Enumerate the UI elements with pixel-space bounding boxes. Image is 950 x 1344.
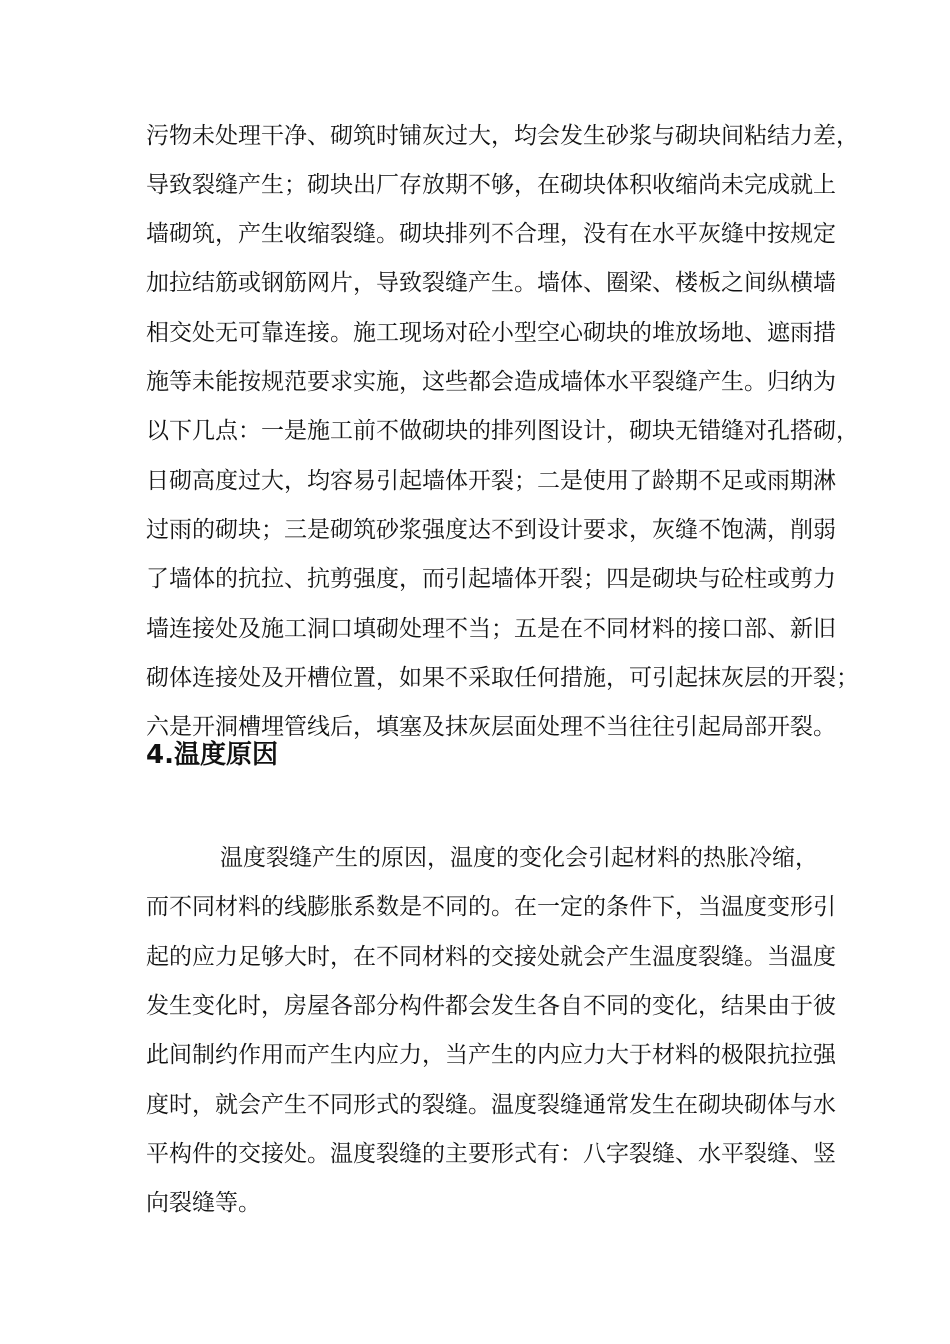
paragraph-line: 了墙体的抗拉、抗剪强度，而引起墙体开裂；四是砌块与砼柱或剪力: [146, 566, 836, 592]
paragraph-line: 过雨的砌块；三是砌筑砂浆强度达不到设计要求，灰缝不饱满，削弱: [146, 517, 836, 543]
paragraph-line: 发生变化时，房屋各部分构件都会发生各自不同的变化，结果由于彼: [146, 993, 836, 1019]
paragraph-line: 相交处无可靠连接。施工现场对砼小型空心砌块的堆放场地、遮雨措: [146, 320, 836, 346]
paragraph-line: 此间制约作用而产生内应力，当产生的内应力大于材料的极限抗拉强: [146, 1042, 836, 1068]
paragraph-line: 以下几点：一是施工前不做砌块的排列图设计，砌块无错缝对孔搭砌，: [146, 418, 859, 444]
paragraph-line: 日砌高度过大，均容易引起墙体开裂；二是使用了龄期不足或雨期淋: [146, 468, 836, 494]
paragraph-line: 导致裂缝产生；砌块出厂存放期不够，在砌块体积收缩尚未完成就上: [146, 172, 836, 198]
paragraph-line: 污物未处理干净、砌筑时铺灰过大，均会发生砂浆与砌块间粘结力差，: [146, 123, 859, 149]
paragraph-line: 砌体连接处及开槽位置，如果不采取任何措施，可引起抹灰层的开裂；: [146, 665, 859, 691]
paragraph-line: 加拉结筋或钢筋网片，导致裂缝产生。墙体、圈梁、楼板之间纵横墙: [146, 270, 836, 296]
paragraph-line: 起的应力足够大时，在不同材料的交接处就会产生温度裂缝。当温度: [146, 944, 836, 970]
paragraph-line: 六是开洞槽埋管线后，填塞及抹灰层面处理不当往往引起局部开裂。: [146, 714, 836, 740]
paragraph-line: 施等未能按规范要求实施，这些都会造成墙体水平裂缝产生。归纳为: [146, 369, 836, 395]
paragraph-line: 向裂缝等。: [146, 1190, 261, 1216]
paragraph-line: 平构件的交接处。温度裂缝的主要形式有：八字裂缝、水平裂缝、竖: [146, 1141, 836, 1167]
paragraph-line: 墙砌筑，产生收缩裂缝。砌块排列不合理，没有在水平灰缝中按规定: [146, 221, 836, 247]
paragraph-line: 而不同材料的线膨胀系数是不同的。在一定的条件下，当温度变形引: [146, 894, 836, 920]
paragraph-line: 温度裂缝产生的原因，温度的变化会引起材料的热胀冷缩，: [220, 845, 818, 871]
paragraph-line: 度时，就会产生不同形式的裂缝。温度裂缝通常发生在砌块砌体与水: [146, 1092, 836, 1118]
paragraph-line: 墙连接处及施工洞口填砌处理不当；五是在不同材料的接口部、新旧: [146, 616, 836, 642]
section-heading: 4.温度原因: [146, 740, 278, 770]
